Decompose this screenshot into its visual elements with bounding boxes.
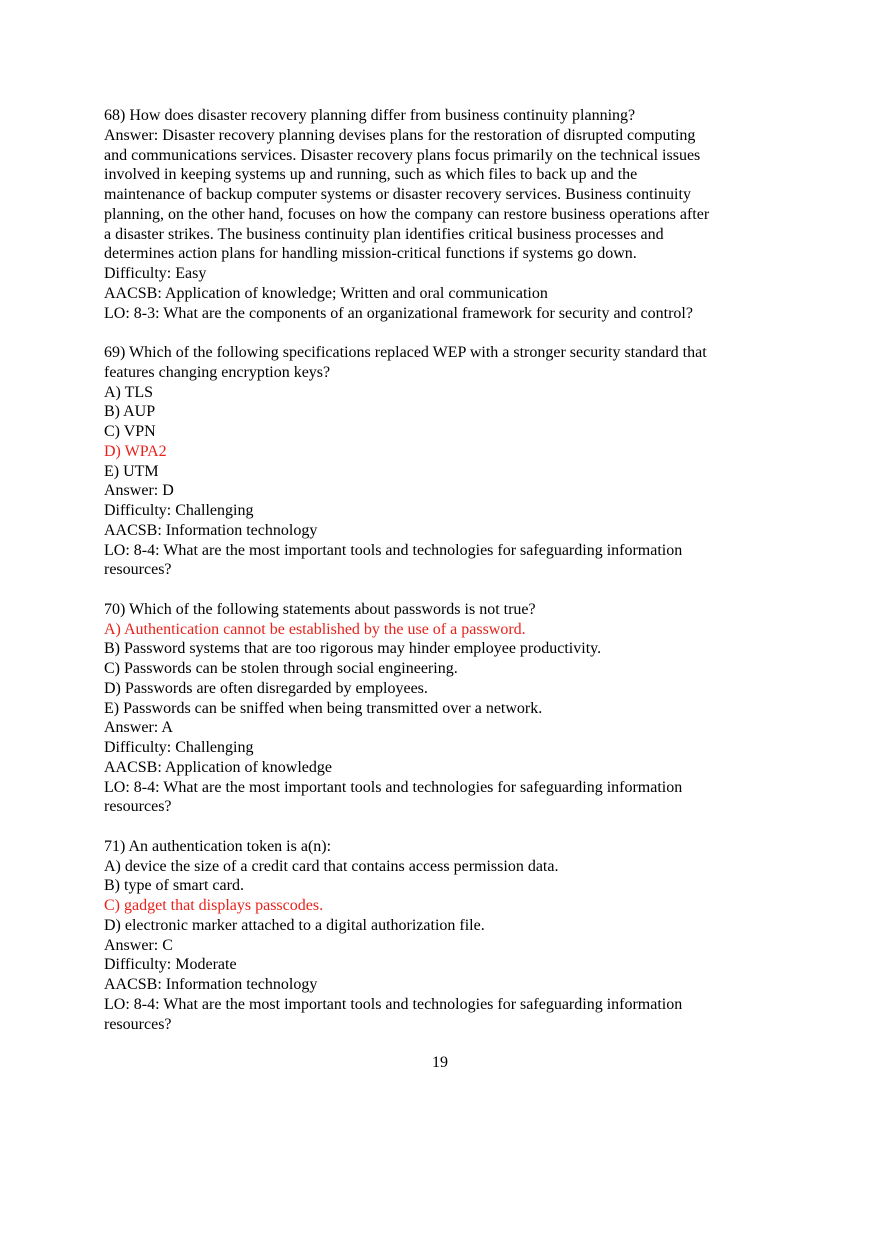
learning-objective: LO: 8-3: What are the components of an organizational framework for security and control?: [104, 304, 693, 322]
option-d: D) electronic marker attached to a digital authorization file.: [104, 916, 485, 934]
question-70: [104, 600, 764, 817]
aacsb: AACSB: Application of knowledge: [104, 758, 332, 776]
difficulty: Difficulty: Challenging: [104, 739, 254, 756]
question-text: 71) An authentication token is a(n):: [104, 837, 332, 855]
answer-text: involved in keeping systems up and running, such as which files to back up and the: [104, 166, 638, 184]
answer-text: Answer: Disaster recovery planning devises plans for the restoration of disrupted computing: [104, 126, 696, 144]
answer-text: a disaster strikes. The business continuity plan identifies critical business processes and: [104, 225, 664, 243]
learning-objective: resources?: [104, 1015, 172, 1033]
answer-text: planning, on the other hand, focuses on how the company can restore business operations after: [104, 205, 710, 223]
document-page: [104, 106, 764, 1054]
option-d-correct: D) WPA2: [104, 442, 167, 460]
aacsb: AACSB: Information technology: [104, 521, 318, 539]
difficulty: Difficulty: Easy: [104, 265, 207, 282]
learning-objective: resources?: [104, 798, 172, 816]
question-text: 70) Which of the following statements about passwords is not true?: [104, 600, 536, 618]
option-c-correct: C) gadget that displays passcodes.: [104, 897, 324, 914]
difficulty: Difficulty: Challenging: [104, 502, 254, 519]
option-b: B) AUP: [104, 403, 156, 421]
question-71: [104, 837, 764, 1035]
answer-text: maintenance of backup computer systems or disaster recovery services. Business continuity: [104, 186, 691, 203]
answer-text: determines action plans for handling mission-critical functions if systems go down.: [104, 245, 637, 263]
learning-objective: LO: 8-4: What are the most important tools and technologies for safeguarding information: [104, 778, 683, 796]
option-a: A) device the size of a credit card that contains access permission data.: [104, 857, 559, 875]
answer-key: Answer: C: [104, 936, 173, 954]
learning-objective: resources?: [104, 561, 172, 579]
aacsb: AACSB: Application of knowledge; Written and oral communication: [104, 284, 548, 302]
answer-key: Answer: A: [104, 719, 173, 737]
option-a: A) TLS: [104, 383, 154, 401]
option-c: C) Passwords can be stolen through social engineering.: [104, 660, 458, 677]
option-b: B) type of smart card.: [104, 877, 244, 895]
option-d: D) Passwords are often disregarded by employees.: [104, 679, 428, 697]
answer-text: and communications services. Disaster recovery plans focus primarily on the technical issues: [104, 146, 701, 164]
aacsb: AACSB: Information technology: [104, 976, 318, 993]
answer-key: Answer: D: [104, 482, 174, 500]
learning-objective: LO: 8-4: What are the most important tools and technologies for safeguarding information: [104, 995, 683, 1013]
option-a-correct: A) Authentication cannot be established by the use of a password.: [104, 620, 526, 638]
difficulty: Difficulty: Moderate: [104, 956, 237, 974]
option-e: E) UTM: [104, 462, 159, 480]
learning-objective: LO: 8-4: What are the most important tools and technologies for safeguarding information: [104, 541, 683, 559]
option-b: B) Password systems that are too rigorous may hinder employee productivity.: [104, 640, 602, 658]
question-69: [104, 343, 764, 580]
option-c: C) VPN: [104, 423, 156, 440]
question-68: [104, 106, 764, 323]
option-e: E) Passwords can be sniffed when being transmitted over a network.: [104, 699, 543, 717]
question-text: features changing encryption keys?: [104, 363, 331, 381]
question-text: 68) How does disaster recovery planning differ from business continuity planning?: [104, 107, 636, 124]
page-number: 19: [432, 1054, 448, 1071]
question-text: 69) Which of the following specifications replaced WEP with a stronger security standard that: [104, 344, 707, 361]
